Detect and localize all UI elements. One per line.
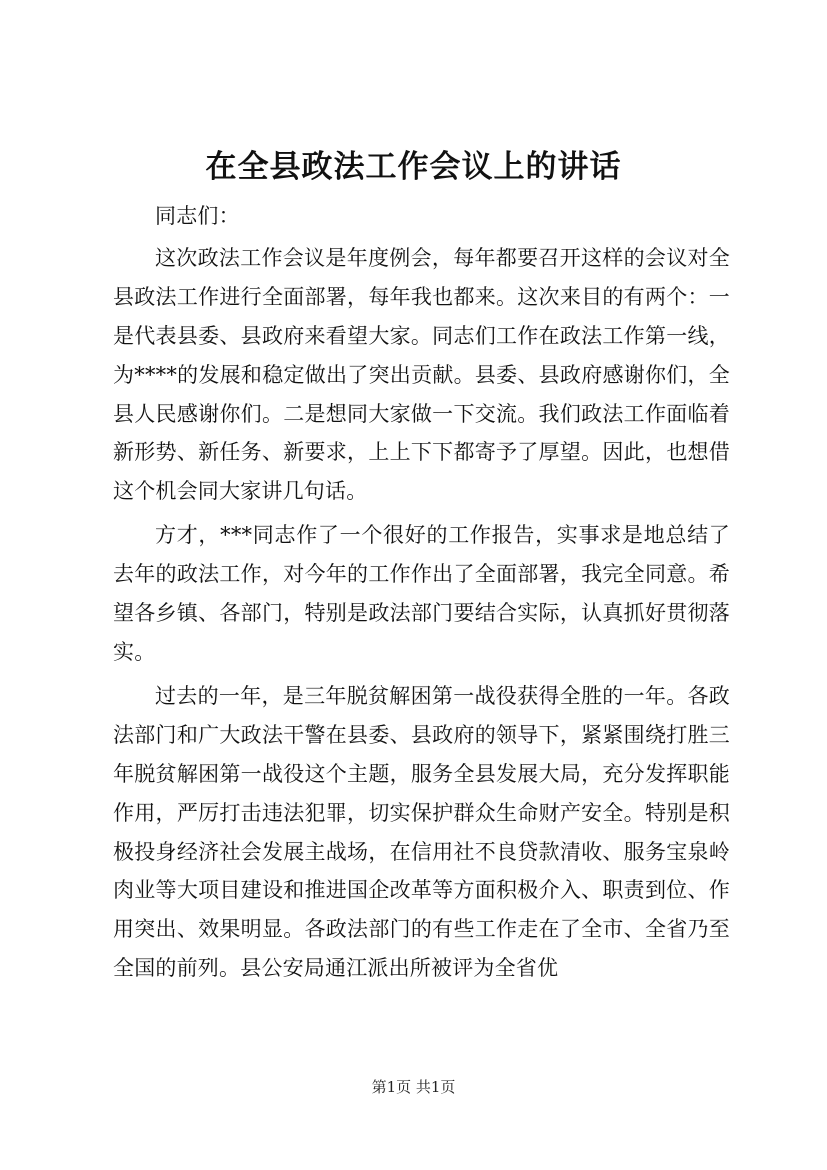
paragraph: 这次政法工作会议是年度例会，每年都要召开这样的会议对全县政法工作进行全面部署，每年我也都来。这次来目的有两个：一是代表县委、县政府来看望大家。同志们工作在政法工作第一线，为****的发展和稳定做出了突出贡献。县委、县政府感谢你们，全县人民感谢你们。二是想同大家做一下交流。我们政法工作面临着新形势、新任务、新要求，上上下下都寄予了厚望。因此，也想借这个机会同大家讲几句话。 [113, 245, 730, 504]
paragraph: 方才，***同志作了一个很好的工作报告，实事求是地总结了去年的政法工作，对今年的工作作出了全面部署，我完全同意。希望各乡镇、各部门，特别是政法部门要结合实际，认真抓好贯彻落实。 [113, 523, 730, 664]
greeting: 同志们： [155, 204, 240, 228]
document-title: 在全县政法工作会议上的讲话 [205, 149, 622, 185]
document-body [113, 197, 730, 993]
page-footer: 第1页 共1页 [371, 1078, 456, 1096]
paragraph: 过去的一年，是三年脱贫解困第一战役获得全胜的一年。各政法部门和广大政法干警在县委、县政府的领导下，紧紧围绕打胜三年脱贫解困第一战役这个主题，服务全县发展大局，充分发挥职能作用，严厉打击违法犯罪，切实保护群众生命财产安全。特别是积极投身经济社会发展主战场，在信用社不良贷款清收、服务宝泉岭肉业等大项目建设和推进国企改革等方面积极介入、职责到位、作用突出、效果明显。各政法部门的有些工作走在了全市、全省乃至全国的前列。县公安局通江派出所被评为全省优 [113, 683, 730, 981]
